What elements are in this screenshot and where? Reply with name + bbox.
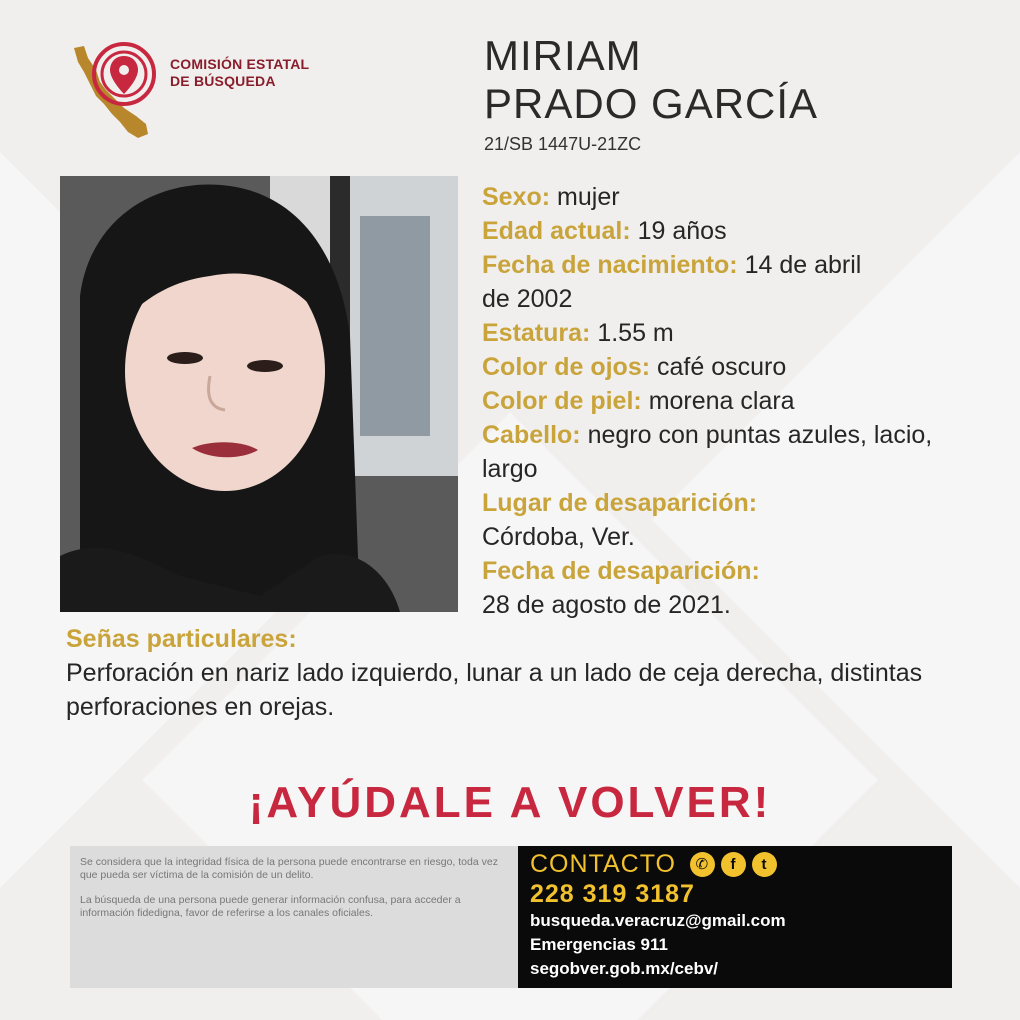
person-photo xyxy=(60,176,458,612)
detail-age xyxy=(482,214,982,248)
detail-disappearance-date xyxy=(482,554,982,622)
detail-value: 14 de abril de 2002 xyxy=(482,251,862,313)
detail-sex xyxy=(482,180,982,214)
detail-value: café oscuro xyxy=(657,353,787,381)
contact-email-link[interactable]: busqueda.veracruz@gmail.com xyxy=(530,911,786,930)
detail-value: negro con puntas azules, lacio, largo xyxy=(482,421,933,483)
org-name xyxy=(170,56,309,90)
person-name xyxy=(484,32,818,128)
detail-value: morena clara xyxy=(648,387,795,415)
detail-value: Córdoba, Ver. xyxy=(482,523,635,551)
whatsapp-icon[interactable]: ✆ xyxy=(690,852,715,877)
facebook-icon[interactable]: f xyxy=(721,852,746,877)
veracruz-map-pin-icon xyxy=(66,38,166,148)
detail-label: Edad actual: xyxy=(482,217,631,245)
detail-hair xyxy=(482,418,962,486)
website-link[interactable]: segobver.gob.mx/cebv/ xyxy=(530,959,719,978)
person-details xyxy=(482,180,982,622)
detail-value: 28 de agosto de 2021. xyxy=(482,591,731,619)
detail-place xyxy=(482,486,982,554)
person-first-name: MIRIAM xyxy=(484,32,642,79)
detail-label: Color de ojos: xyxy=(482,353,651,381)
org-name-line2: DE BÚSQUEDA xyxy=(170,73,276,89)
detail-value: 19 años xyxy=(637,217,727,245)
detail-birthdate xyxy=(482,248,872,316)
marks-label: Señas particulares: xyxy=(66,625,297,653)
disclaimer-box xyxy=(70,846,518,988)
contact-title-text: CONTACTO xyxy=(530,850,676,878)
call-to-action-heading: ¡AYÚDALE A VOLVER! xyxy=(248,778,772,827)
detail-label: Estatura: xyxy=(482,319,591,347)
person-last-name: PRADO GARCÍA xyxy=(484,80,819,127)
detail-label: Sexo: xyxy=(482,183,551,211)
detail-label: Color de piel: xyxy=(482,387,642,415)
contact-title xyxy=(530,850,940,879)
disclaimer-paragraph: La búsqueda de una persona puede generar información confusa, para acceder a información fidedigna, favor de referirse a los canales oficiales. xyxy=(80,894,461,919)
detail-label: Fecha de desaparición: xyxy=(482,557,760,585)
twitter-icon[interactable]: t xyxy=(752,852,777,877)
detail-label: Lugar de desaparición: xyxy=(482,489,758,517)
org-logo xyxy=(66,38,366,148)
detail-value: mujer xyxy=(557,183,620,211)
detail-eye-color xyxy=(482,350,982,384)
org-name-line1: COMISIÓN ESTATAL xyxy=(170,56,310,72)
case-folio: 21/SB 1447U-21ZC xyxy=(484,134,642,154)
disclaimer-paragraph: Se considera que la integridad física de la persona puede encontrarse en riesgo, toda vez que pueda ser víctima de la comisión de un delito. xyxy=(80,856,498,881)
distinguishing-marks xyxy=(66,622,966,724)
contact-phone[interactable]: 228 319 3187 xyxy=(530,880,695,908)
marks-text: Perforación en nariz lado izquierdo, lunar a un lado de ceja derecha, distintas perforaciones en orejas. xyxy=(66,659,923,721)
detail-skin-color xyxy=(482,384,982,418)
emergency-number: Emergencias 911 xyxy=(530,935,668,954)
detail-label: Cabello: xyxy=(482,421,581,449)
detail-value: 1.55 m xyxy=(597,319,674,347)
detail-label: Fecha de nacimiento: xyxy=(482,251,738,279)
contact-box xyxy=(518,846,952,988)
detail-height xyxy=(482,316,982,350)
